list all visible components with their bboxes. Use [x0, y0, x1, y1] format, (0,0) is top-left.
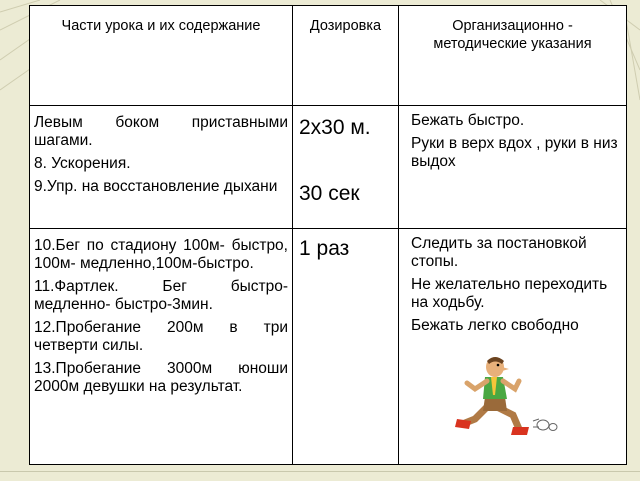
- header-dosage: Дозировка: [309, 18, 382, 34]
- running-man-cartoon-icon: [447, 355, 561, 441]
- row1-content-line: 9.Упр. на восстановление дыхани: [34, 178, 278, 195]
- row2-notes-line: Бежать легко свободно: [411, 317, 579, 334]
- row2-notes-line: Не желательно переходить на ходьбу.: [411, 276, 608, 311]
- row2-content-line: 13.Пробегание 3000м юноши 2000м девушки на результат.: [34, 360, 288, 395]
- row1-notes-line: Руки в верх вдох , руки в низ выдох: [411, 135, 618, 170]
- row1-content-cell: [30, 106, 293, 229]
- row2-dosage-cell: [293, 229, 399, 465]
- lesson-table: [29, 5, 627, 465]
- row2-dosage-line: 1 раз: [299, 237, 350, 260]
- row1-notes-line: Бежать быстро.: [411, 112, 525, 129]
- row1-notes-cell: [399, 106, 627, 229]
- header-cell-content: [30, 6, 293, 106]
- row1-dosage-line: 2х30 м.: [299, 116, 371, 139]
- header-content: Части урока и их содержание: [61, 18, 261, 34]
- header-cell-notes: [399, 6, 627, 106]
- row2-content-line: 10.Бег по стадиону 100м- быстро, 100м- медленно,100м-быстро.: [34, 237, 288, 272]
- row1-dosage-cell: [293, 106, 399, 229]
- row2-content-line: 11.Фартлек. Бег быстро- медленно- быстро-3мин.: [34, 278, 288, 313]
- header-cell-dosage: [293, 6, 399, 106]
- row2-content-line: 12.Пробегание 200м в три четверти силы.: [34, 319, 288, 354]
- row2-notes-cell: [399, 229, 627, 465]
- row2-content-cell: [30, 229, 293, 465]
- row2-notes-line: Следить за постановкой стопы.: [411, 235, 587, 270]
- row1-content-line: Левым боком приставными шагами.: [34, 114, 288, 149]
- row1-content-line: 8. Ускорения.: [34, 155, 131, 172]
- row1-dosage-line: 30 сек: [299, 182, 360, 205]
- header-notes: Организационно - методические указания: [433, 18, 592, 52]
